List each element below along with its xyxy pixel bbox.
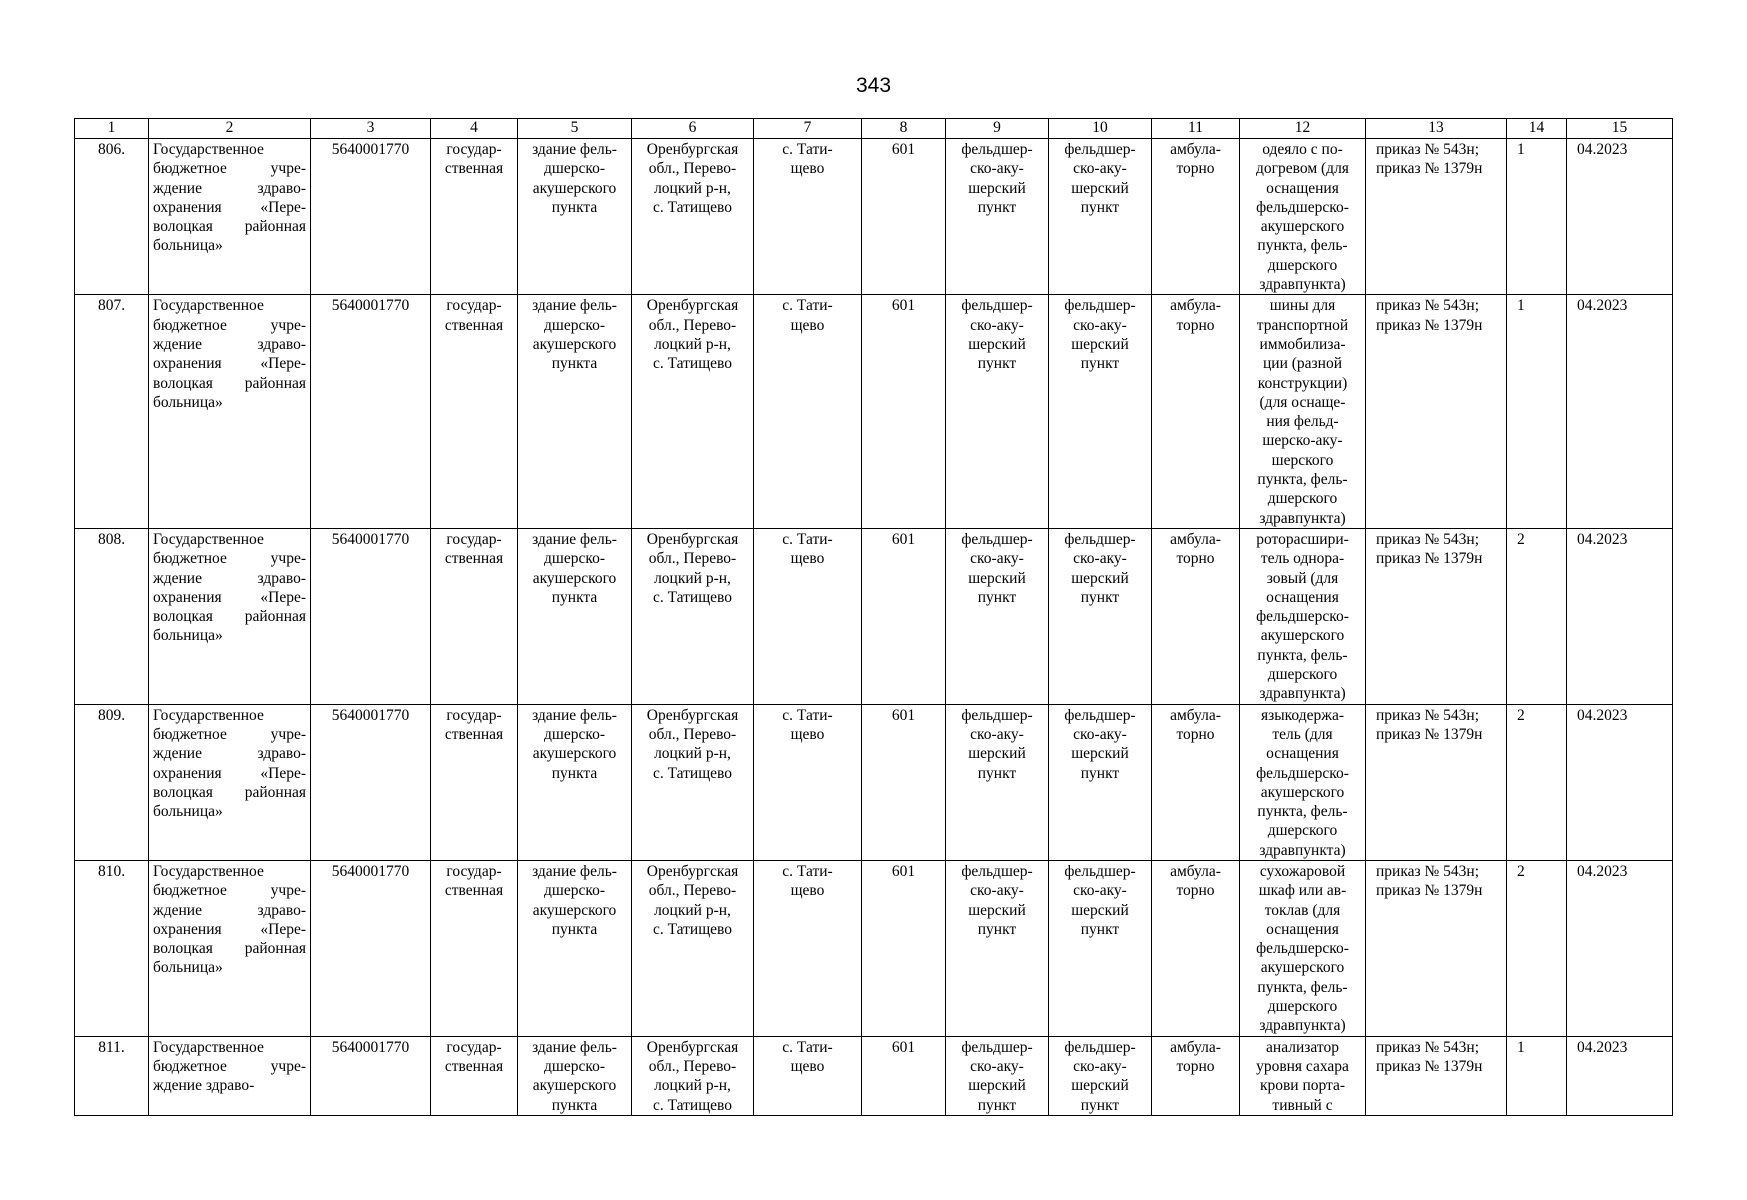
- table-header: [75, 119, 1673, 139]
- cell-building: здание фель- дшерско- акушерского пункта: [518, 528, 632, 704]
- cell-building: здание фель- дшерско- акушерского пункта: [518, 704, 632, 860]
- cell-address: Оренбургская обл., Перево- лоцкий р-н, с. Татищево: [632, 528, 754, 704]
- cell-subunit-type: фельдшер- ско-аку- шерский пункт: [1049, 295, 1152, 529]
- cell-organization: Государственное бюджетное учре-ждение здраво-охранения «Пере-волоцкая районная больница»: [149, 295, 311, 529]
- column-header-10: 10: [1049, 119, 1152, 139]
- cell-equipment: анализатор уровня сахара крови порта- тивный с: [1240, 1036, 1366, 1115]
- cell-settlement: с. Тати- щево: [754, 704, 862, 860]
- cell-code: 601: [862, 1036, 946, 1115]
- cell-organization: Государственное бюджетное учре-ждение здраво-охранения «Пере-волоцкая районная больница»: [149, 860, 311, 1036]
- cell-address: Оренбургская обл., Перево- лоцкий р-н, с. Татищево: [632, 1036, 754, 1115]
- cell-inn: 5640001770: [311, 139, 431, 295]
- cell-care-form: амбула- торно: [1152, 528, 1240, 704]
- cell-row-number: 807.: [75, 295, 149, 529]
- page-number: 343: [855, 74, 892, 97]
- cell-organization: Государственное бюджетное учре-ждение здраво-охранения «Пере-волоцкая районная больница»: [149, 139, 311, 295]
- cell-care-form: амбула- торно: [1152, 139, 1240, 295]
- cell-subunit-type: фельдшер- ско-аку- шерский пункт: [1049, 860, 1152, 1036]
- cell-inn: 5640001770: [311, 295, 431, 529]
- cell-date: 04.2023: [1567, 139, 1673, 295]
- cell-unit-type: фельдшер- ско-аку- шерский пункт: [946, 528, 1049, 704]
- cell-care-form: амбула- торно: [1152, 1036, 1240, 1115]
- column-header-13: 13: [1366, 119, 1507, 139]
- cell-subunit-type: фельдшер- ско-аку- шерский пункт: [1049, 528, 1152, 704]
- cell-unit-type: фельдшер- ско-аку- шерский пункт: [946, 860, 1049, 1036]
- cell-organization: Государственное бюджетное учре-ждение здраво-: [149, 1036, 311, 1115]
- cell-quantity: 1: [1507, 139, 1567, 295]
- table-row: [75, 139, 1673, 295]
- column-header-6: 6: [632, 119, 754, 139]
- cell-building: здание фель- дшерско- акушерского пункта: [518, 295, 632, 529]
- column-header-4: 4: [431, 119, 518, 139]
- cell-equipment: сухожаровой шкаф или ав- токлав (для оснащения фельдшерско- акушерского пункта, фель- дшерского здравпункта): [1240, 860, 1366, 1036]
- cell-organization: Государственное бюджетное учре-ждение здраво-охранения «Пере-волоцкая районная больница»: [149, 704, 311, 860]
- cell-subunit-type: фельдшер- ско-аку- шерский пункт: [1049, 704, 1152, 860]
- column-header-15: 15: [1567, 119, 1673, 139]
- column-header-14: 14: [1507, 119, 1567, 139]
- column-header-12: 12: [1240, 119, 1366, 139]
- table-body: [75, 139, 1673, 1116]
- cell-settlement: с. Тати- щево: [754, 528, 862, 704]
- cell-order: приказ № 543н; приказ № 1379н: [1366, 704, 1507, 860]
- cell-address: Оренбургская обл., Перево- лоцкий р-н, с. Татищево: [632, 139, 754, 295]
- cell-equipment: роторасшири- тель однора- зовый (для оснащения фельдшерско- акушерского пункта, фель- дшерского здравпункта): [1240, 528, 1366, 704]
- cell-quantity: 2: [1507, 704, 1567, 860]
- table-row: [75, 528, 1673, 704]
- cell-quantity: 2: [1507, 528, 1567, 704]
- column-header-1: 1: [75, 119, 149, 139]
- cell-building: здание фель- дшерско- акушерского пункта: [518, 139, 632, 295]
- cell-settlement: с. Тати- щево: [754, 139, 862, 295]
- cell-order: приказ № 543н; приказ № 1379н: [1366, 528, 1507, 704]
- column-header-9: 9: [946, 119, 1049, 139]
- cell-address: Оренбургская обл., Перево- лоцкий р-н, с. Татищево: [632, 860, 754, 1036]
- cell-organization: Государственное бюджетное учре-ждение здраво-охранения «Пере-волоцкая районная больница»: [149, 528, 311, 704]
- cell-address: Оренбургская обл., Перево- лоцкий р-н, с. Татищево: [632, 704, 754, 860]
- cell-equipment: одеяло с по- догревом (для оснащения фельдшерско- акушерского пункта, фель- дшерского здравпункта): [1240, 139, 1366, 295]
- cell-care-form: амбула- торно: [1152, 860, 1240, 1036]
- cell-settlement: с. Тати- щево: [754, 860, 862, 1036]
- column-header-11: 11: [1152, 119, 1240, 139]
- column-header-5: 5: [518, 119, 632, 139]
- cell-settlement: с. Тати- щево: [754, 295, 862, 529]
- cell-order: приказ № 543н; приказ № 1379н: [1366, 139, 1507, 295]
- cell-row-number: 808.: [75, 528, 149, 704]
- cell-unit-type: фельдшер- ско-аку- шерский пункт: [946, 1036, 1049, 1115]
- cell-ownership: государ- ственная: [431, 860, 518, 1036]
- cell-unit-type: фельдшер- ско-аку- шерский пункт: [946, 139, 1049, 295]
- table-row: [75, 1036, 1673, 1115]
- cell-date: 04.2023: [1567, 295, 1673, 529]
- cell-date: 04.2023: [1567, 860, 1673, 1036]
- cell-row-number: 811.: [75, 1036, 149, 1115]
- cell-ownership: государ- ственная: [431, 528, 518, 704]
- cell-order: приказ № 543н; приказ № 1379н: [1366, 860, 1507, 1036]
- cell-unit-type: фельдшер- ско-аку- шерский пункт: [946, 295, 1049, 529]
- cell-code: 601: [862, 139, 946, 295]
- cell-date: 04.2023: [1567, 1036, 1673, 1115]
- cell-settlement: с. Тати- щево: [754, 1036, 862, 1115]
- cell-inn: 5640001770: [311, 528, 431, 704]
- cell-care-form: амбула- торно: [1152, 704, 1240, 860]
- cell-inn: 5640001770: [311, 860, 431, 1036]
- column-header-7: 7: [754, 119, 862, 139]
- cell-code: 601: [862, 528, 946, 704]
- cell-ownership: государ- ственная: [431, 704, 518, 860]
- cell-code: 601: [862, 295, 946, 529]
- cell-quantity: 1: [1507, 295, 1567, 529]
- cell-unit-type: фельдшер- ско-аку- шерский пункт: [946, 704, 1049, 860]
- table-row: [75, 860, 1673, 1036]
- cell-ownership: государ- ственная: [431, 1036, 518, 1115]
- cell-quantity: 1: [1507, 1036, 1567, 1115]
- cell-row-number: 810.: [75, 860, 149, 1036]
- cell-subunit-type: фельдшер- ско-аку- шерский пункт: [1049, 1036, 1152, 1115]
- cell-date: 04.2023: [1567, 528, 1673, 704]
- cell-address: Оренбургская обл., Перево- лоцкий р-н, с. Татищево: [632, 295, 754, 529]
- column-header-8: 8: [862, 119, 946, 139]
- cell-inn: 5640001770: [311, 1036, 431, 1115]
- cell-order: приказ № 543н; приказ № 1379н: [1366, 295, 1507, 529]
- cell-ownership: государ- ственная: [431, 295, 518, 529]
- cell-row-number: 806.: [75, 139, 149, 295]
- cell-equipment: шины для транспортной иммобилиза- ции (разной конструкции) (для оснаще- ния фельд- шерско-аку- шерского пункта, фель- дшерского здравпункта): [1240, 295, 1366, 529]
- cell-order: приказ № 543н; приказ № 1379н: [1366, 1036, 1507, 1115]
- cell-building: здание фель- дшерско- акушерского пункта: [518, 1036, 632, 1115]
- cell-date: 04.2023: [1567, 704, 1673, 860]
- table-row: [75, 295, 1673, 529]
- cell-care-form: амбула- торно: [1152, 295, 1240, 529]
- column-header-2: 2: [149, 119, 311, 139]
- cell-ownership: государ- ственная: [431, 139, 518, 295]
- column-header-3: 3: [311, 119, 431, 139]
- cell-inn: 5640001770: [311, 704, 431, 860]
- cell-building: здание фель- дшерско- акушерского пункта: [518, 860, 632, 1036]
- cell-row-number: 809.: [75, 704, 149, 860]
- cell-quantity: 2: [1507, 860, 1567, 1036]
- header-row: [75, 119, 1673, 139]
- cell-code: 601: [862, 704, 946, 860]
- register-table: [74, 118, 1673, 1116]
- cell-code: 601: [862, 860, 946, 1036]
- cell-subunit-type: фельдшер- ско-аку- шерский пункт: [1049, 139, 1152, 295]
- table-row: [75, 704, 1673, 860]
- cell-equipment: языкодержа- тель (для оснащения фельдшерско- акушерского пункта, фель- дшерского здравпункта): [1240, 704, 1366, 860]
